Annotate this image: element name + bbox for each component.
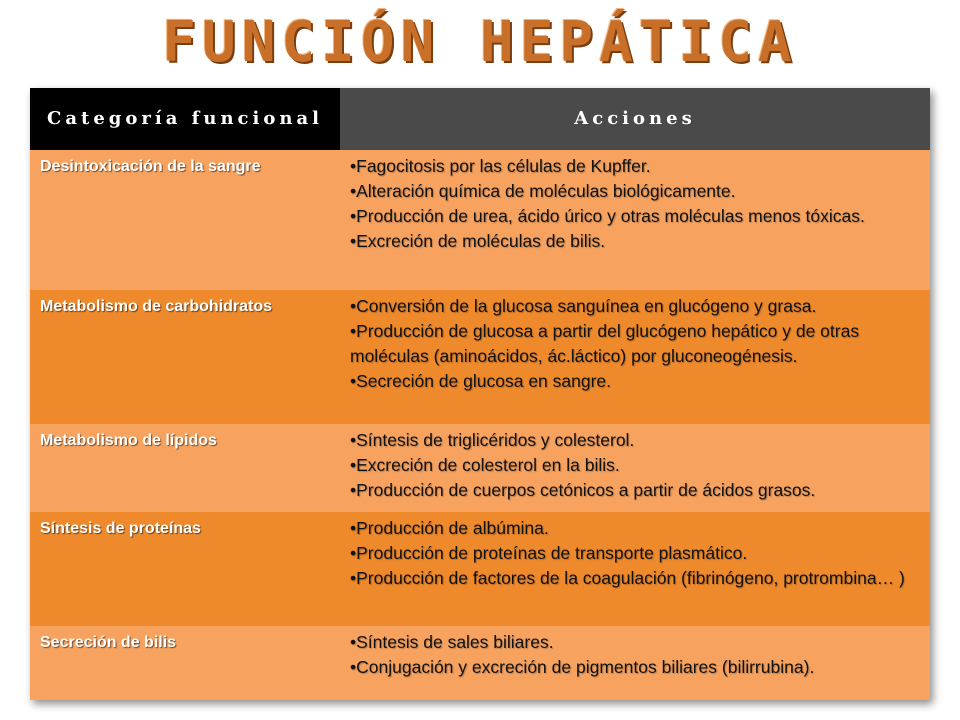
row-actions [340, 424, 930, 512]
table-row [30, 290, 930, 424]
row-actions [340, 626, 930, 700]
table-row [30, 150, 930, 290]
row-actions [340, 290, 930, 424]
row-category: Secreción de bilis [40, 634, 177, 651]
row-category: Desintoxicación de la sangre [40, 158, 261, 175]
row-actions [340, 150, 930, 290]
action-item: •Fagocitosis por las células de Kupffer. [350, 156, 651, 176]
action-item: •Producción de factores de la coagulación (fibrinógeno, protrombina… ) [350, 568, 905, 588]
action-item: •Síntesis de triglicéridos y colesterol. [350, 430, 635, 450]
table-header [30, 88, 930, 150]
action-item: •Producción de urea, ácido úrico y otras moléculas menos tóxicas. [350, 206, 865, 226]
action-item: •Excreción de moléculas de bilis. [350, 231, 606, 251]
action-item: •Producción de cuerpos cetónicos a partir de ácidos grasos. [350, 480, 816, 500]
hepatic-function-table [30, 88, 930, 700]
header-category: Categoría funcional [30, 88, 340, 150]
row-category: Metabolismo de lípidos [40, 432, 217, 449]
row-category: Metabolismo de carbohidratos [40, 298, 273, 315]
action-item: •Producción de albúmina. [350, 518, 549, 538]
action-item: •Conversión de la glucosa sanguínea en glucógeno y grasa. [350, 296, 817, 316]
row-category: Síntesis de proteínas [40, 520, 201, 537]
page-title: FUNCIÓN HEPÁTICA [162, 10, 798, 75]
action-item: •Alteración química de moléculas biológicamente. [350, 181, 736, 201]
action-item: •Producción de glucosa a partir del glucógeno hepático y de otras moléculas (aminoácidos, ác.láctico) por gluconeogénesis. [350, 321, 860, 366]
action-item: •Excreción de colesterol en la bilis. [350, 455, 620, 475]
action-item: •Producción de proteínas de transporte plasmático. [350, 543, 748, 563]
table-row [30, 424, 930, 512]
action-item: •Síntesis de sales biliares. [350, 632, 554, 652]
table-row [30, 626, 930, 700]
row-actions [340, 512, 930, 626]
action-item: •Conjugación y excreción de pigmentos biliares (bilirrubina). [350, 657, 815, 677]
table-row [30, 512, 930, 626]
action-item: •Secreción de glucosa en sangre. [350, 371, 612, 391]
header-actions: Acciones [340, 88, 930, 150]
